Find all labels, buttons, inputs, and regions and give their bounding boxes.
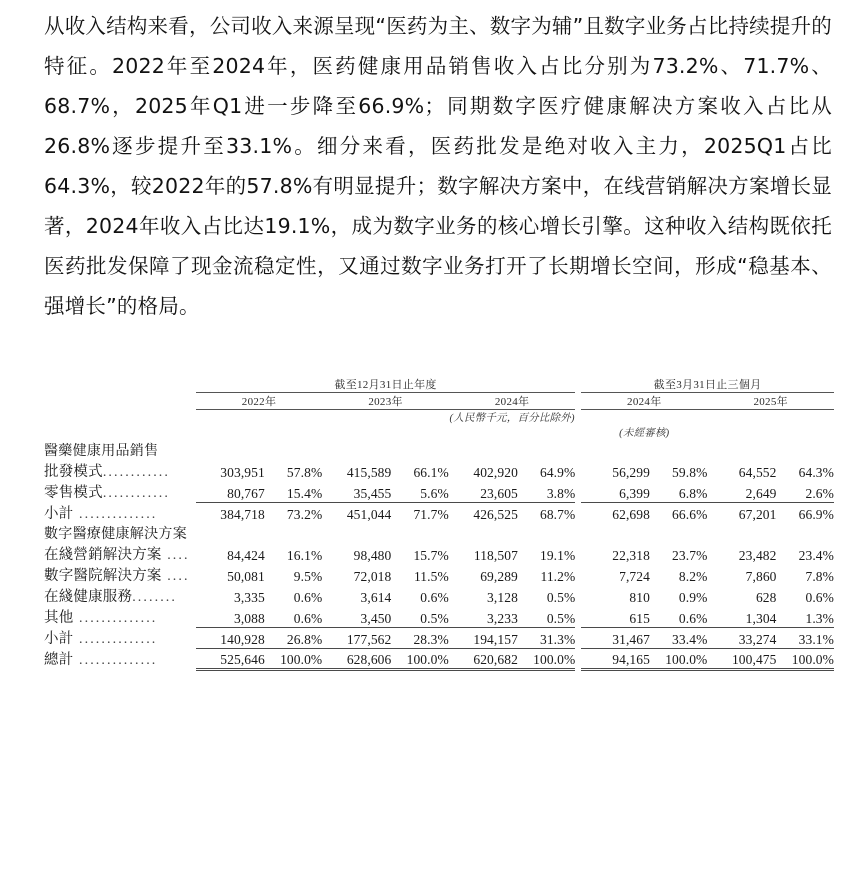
currency-note-spacer (44, 410, 196, 425)
cell-amount: 426,525 (473, 507, 518, 522)
cell-amount: 80,767 (196, 481, 265, 502)
cell-percentage: 2.6% (777, 481, 834, 502)
cell-amount: 23,482 (738, 548, 777, 563)
row-label-text: 小計 (44, 631, 74, 647)
cell-percentage: 23.4% (798, 548, 834, 563)
cell-amount: 628,606 (322, 648, 391, 669)
cell-amount: 3,233 (449, 606, 518, 627)
cell-percentage: 71.7% (413, 507, 449, 522)
row-label-text: 總計 (44, 652, 74, 668)
cell-percentage: 5.6% (391, 481, 448, 502)
row-label-text: 數字醫院解決方案 (44, 568, 162, 584)
year-header-spacer (44, 393, 196, 409)
cell-amount: 7,860 (745, 569, 777, 584)
cell-amount: 303,951 (220, 465, 265, 480)
table-header (44, 376, 834, 440)
cell-percentage: 100.0% (391, 648, 448, 669)
cell-percentage: 66.9% (798, 507, 834, 522)
narrative-paragraph: 从收入结构来看，公司收入来源呈现“医药为主、数字为辅”且数字业务占比持续提升的特征。2022年至2024年，医药健康用品销售收入占比分别为73.2%、71.7%、68.7%，2025年Q1进一步降至66.9%；同期数字医疗健康解决方案收入占比从26.8%逐步提升至33.1%。细分来看，医药批发是绝对收入主力，2025Q1占比64.3%，较2022年的57.8%有明显提升；数字解决方案中，在线营销解决方案增长显著，2024年收入占比达19.1%，成为数字业务的核心增长引擎。这种收入结构既依托医药批发保障了现金流稳定性，又通过数字业务打开了长期增长空间，形成“稳基本、强增长”的格局。 (44, 14, 832, 318)
cell-amount: 64,552 (738, 465, 777, 480)
row-label-leader: ........ (132, 590, 178, 605)
cell-amount: 384,718 (220, 507, 265, 522)
table-row (44, 648, 834, 669)
row-label-leader: .... (161, 548, 190, 563)
cell-percentage: 68.7% (539, 507, 576, 522)
cell-percentage: 0.5% (518, 606, 575, 627)
group-header-spacer (44, 376, 196, 392)
year-header-row (44, 393, 834, 409)
cell-percentage: 28.3% (391, 627, 448, 648)
unaudited-note: (未經審核) (619, 428, 670, 439)
row-label (44, 627, 196, 648)
cell-percentage: 33.1% (777, 627, 834, 648)
cell-amount: 628 (755, 590, 777, 605)
section-header-row (44, 523, 834, 543)
cell-percentage: 0.5% (391, 606, 448, 627)
cell-amount: 94,165 (581, 648, 650, 669)
row-label-text: 在綫健康服務 (44, 589, 133, 605)
year-header-2024-q1: 2024年 (627, 396, 662, 408)
cell-amount: 6,399 (581, 481, 650, 502)
cell-percentage: 0.9% (678, 590, 708, 605)
cell-amount: 62,698 (612, 507, 650, 522)
cell-percentage: 15.4% (265, 481, 322, 502)
cell-percentage: 26.8% (265, 627, 322, 648)
row-label-leader: .... (161, 569, 190, 584)
cell-amount: 22,318 (612, 548, 650, 563)
row-label-text: 在綫營銷解決方案 (44, 547, 162, 563)
group-header-row (44, 376, 834, 392)
year-header-2023: 2023年 (368, 396, 403, 408)
cell-percentage: 7.8% (805, 569, 834, 584)
row-label-text: 批發模式 (44, 464, 103, 480)
table-row (44, 481, 834, 502)
unaudited-note-row (44, 425, 834, 440)
cell-percentage: 9.5% (293, 569, 323, 584)
currency-note-tail (581, 410, 834, 425)
cell-amount: 140,928 (196, 627, 265, 648)
cell-percentage: 15.7% (413, 548, 449, 563)
row-label (44, 502, 196, 523)
cell-percentage: 66.1% (413, 465, 449, 480)
cell-amount: 1,304 (707, 606, 776, 627)
cell-amount: 3,614 (360, 590, 392, 605)
cell-amount: 525,646 (196, 648, 265, 669)
cell-amount: 33,274 (707, 627, 776, 648)
cell-percentage: 0.6% (420, 590, 449, 605)
table-row (44, 460, 834, 481)
cell-percentage: 31.3% (518, 627, 575, 648)
cell-percentage: 0.6% (805, 590, 834, 605)
group-header-quarter: 截至3月31日止三個月 (653, 379, 762, 391)
cell-percentage: 6.8% (650, 481, 707, 502)
cell-amount: 810 (629, 590, 650, 605)
cell-percentage: 11.2% (540, 569, 576, 584)
cell-amount: 3,088 (196, 606, 265, 627)
cell-percentage: 73.2% (286, 507, 323, 522)
table-row (44, 564, 834, 585)
cell-amount: 615 (581, 606, 650, 627)
revenue-breakdown-table (44, 376, 834, 671)
row-label (44, 543, 196, 564)
cell-amount: 84,424 (227, 548, 265, 563)
unaudited-note-spacer (44, 425, 196, 440)
cell-amount: 69,289 (480, 569, 518, 584)
cell-percentage: 64.3% (798, 465, 834, 480)
currency-note-row (44, 410, 834, 425)
cell-percentage: 57.8% (286, 465, 323, 480)
row-label-leader: .............. (73, 611, 158, 626)
cell-amount: 31,467 (581, 627, 650, 648)
row-label-leader: .............. (73, 507, 158, 522)
cell-percentage: 16.1% (286, 548, 323, 563)
cell-percentage: 59.8% (672, 465, 708, 480)
row-label-leader: .............. (73, 653, 158, 668)
cell-amount: 3,450 (322, 606, 391, 627)
cell-amount: 451,044 (346, 507, 392, 522)
cell-percentage: 0.6% (293, 590, 323, 605)
cell-percentage: 100.0% (650, 648, 707, 669)
table-row (44, 502, 834, 523)
cell-percentage: 100.0% (777, 648, 834, 669)
year-header-2025-q1: 2025年 (753, 396, 788, 408)
cell-percentage: 0.6% (265, 606, 322, 627)
row-label-leader: .............. (73, 632, 158, 647)
row-label-leader: ............ (102, 486, 171, 501)
row-label (44, 481, 196, 502)
cell-percentage: 19.1% (539, 548, 576, 563)
table-row (44, 627, 834, 648)
group-header-annual: 截至12月31日止年度 (334, 379, 437, 391)
cell-amount: 118,507 (473, 548, 518, 563)
cell-percentage: 8.2% (678, 569, 708, 584)
cell-amount: 50,081 (227, 569, 265, 584)
year-header-2024-annual: 2024年 (494, 396, 530, 408)
cell-amount: 620,682 (449, 648, 518, 669)
row-label (44, 564, 196, 585)
unaudited-note-pad (196, 425, 576, 440)
row-label-text: 零售模式 (44, 485, 103, 501)
row-label (44, 606, 196, 627)
cell-percentage: 3.8% (518, 481, 575, 502)
currency-note-pad (196, 410, 449, 425)
row-label (44, 648, 196, 669)
row-label-text: 小計 (44, 506, 74, 522)
cell-amount: 56,299 (612, 465, 650, 480)
cell-amount: 100,475 (707, 648, 776, 669)
row-label (44, 460, 196, 481)
currency-note: (人民幣千元，百分比除外) (449, 413, 575, 424)
cell-amount: 194,157 (449, 627, 518, 648)
cell-amount: 67,201 (738, 507, 777, 522)
cell-amount: 7,724 (619, 569, 650, 584)
row-label-leader: ............ (102, 465, 171, 480)
table-row (44, 606, 834, 627)
cell-percentage: 64.9% (539, 465, 576, 480)
cell-percentage: 23.7% (672, 548, 708, 563)
row-label-text: 其他 (44, 610, 74, 626)
cell-percentage: 100.0% (518, 648, 575, 669)
cell-amount: 415,589 (346, 465, 392, 480)
section-header-row (44, 440, 834, 460)
cell-percentage: 11.5% (413, 569, 449, 584)
cell-amount: 2,649 (707, 481, 776, 502)
section-title: 數字醫療健康解決方案 (44, 527, 187, 542)
cell-amount: 23,605 (449, 481, 518, 502)
year-header-2022: 2022年 (241, 396, 277, 408)
cell-amount: 402,920 (473, 465, 518, 480)
cell-percentage: 66.6% (672, 507, 708, 522)
section-title: 醫藥健康用品銷售 (44, 444, 159, 459)
cell-percentage: 33.4% (650, 627, 707, 648)
unaudited-note-tail (707, 425, 834, 440)
cell-percentage: 1.3% (777, 606, 834, 627)
cell-amount: 98,480 (353, 548, 392, 563)
cell-percentage: 100.0% (265, 648, 322, 669)
row-label (44, 585, 196, 606)
table-body (44, 440, 834, 669)
cell-amount: 177,562 (322, 627, 391, 648)
cell-amount: 35,455 (322, 481, 391, 502)
table-row (44, 585, 834, 606)
cell-percentage: 0.5% (546, 590, 576, 605)
cell-percentage: 0.6% (650, 606, 707, 627)
cell-amount: 3,128 (487, 590, 518, 605)
table-row (44, 543, 834, 564)
cell-amount: 72,018 (353, 569, 392, 584)
cell-amount: 3,335 (233, 590, 265, 605)
